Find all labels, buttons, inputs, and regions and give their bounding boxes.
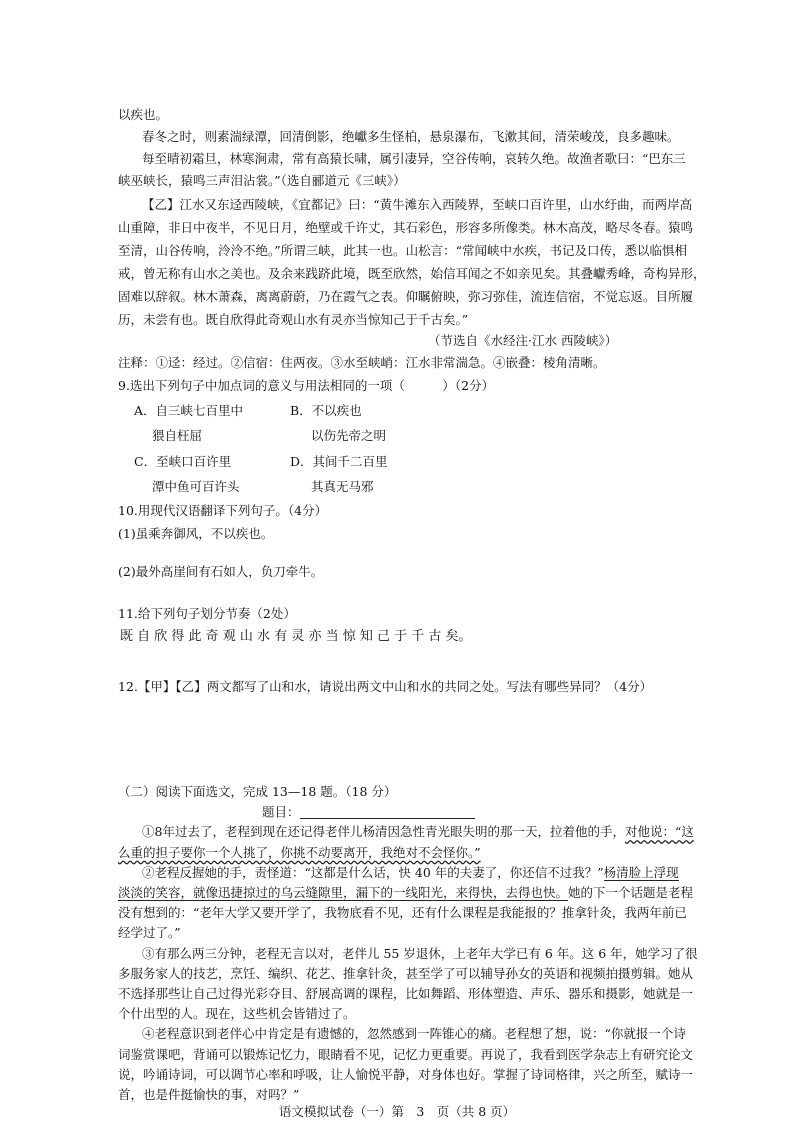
passage-line: 春冬之时，则素湍绿潭，回清倒影，绝巘多生怪柏，悬泉瀑布，飞漱其间，清荣峻茂，良多趣味。 [142, 129, 680, 144]
option-d-line2: 其真无马邪 [311, 479, 374, 494]
section-heading: （二）阅读下面选文，完成 13—18 题。（18 分） [118, 784, 397, 799]
paragraph-line [118, 844, 481, 860]
question-stem: 11.给下列句子划分节奏（2处） [118, 606, 296, 621]
title-blank [300, 806, 475, 819]
wavy-underlined-text: 么重的担子要你一个人挑了，你挑不动要离开，我绝对不会怪你。” [118, 844, 481, 860]
question-stem: 12.【甲】【乙】两文都写了山和水，请说出两文中山和水的共同之处。写法有哪些异同？（4分） [118, 679, 653, 694]
passage-source: （节选自《水经注·江水 西陵峡》） [428, 333, 618, 348]
option-a-line2: 猥自枉屈 [152, 428, 203, 443]
paragraph-line: 不选择那些让自己过得光彩夺目、舒展高调的课程，比如舞蹈、形体塑造、声乐、器乐和摄影，她就是一 [118, 986, 694, 1001]
paragraph-line: 词鉴赏课吧，背诵可以锻炼记忆力，眼睛看不见，记忆力更重要。再说了，我看到医学杂志上有研究论文 [118, 1046, 694, 1062]
question-stem: 10.用现代汉语翻译下列句子。（4分） [118, 503, 328, 518]
paragraph-line: 首，也是件挺愉快的事，对吗？” [118, 1087, 300, 1102]
underlined-text: 淡淡的笑容，就像迅捷掠过的乌云缝隙里，漏下的一线阳光，来得快，去得也快。 [118, 885, 569, 900]
footnotes: 注释：①迳：经过。②信宿：住两夜。③水至峡峭：江水非常湍急。④嵌叠：棱角清晰。 [118, 355, 606, 370]
option-c-line1: C．至峡口百许里 [134, 454, 232, 469]
paragraph-line [142, 864, 679, 880]
paragraph-line: 说，吟诵诗词，可以调节心率和呼吸，让人愉悦平静，对身体也好。掌握了诗词格律，兴之所至，赋诗一 [118, 1066, 694, 1082]
paragraph-line: 没有想到的：“老年大学又要开学了，我物底看不见，还有什么课程是我能报的？推拿针灸，我两年前已 [118, 905, 687, 921]
paragraph-line: 经学过了。” [118, 925, 181, 941]
paragraph-line: ③有那么两三分钟，老程无言以对，老伴儿 55 岁退休，上老年大学已有 6 年。这 6 年，她学习了很 [142, 945, 698, 961]
sub-question: (2)最外高崖间有石如人，负刀牵牛。 [118, 564, 324, 579]
option-c-line2: 潭中鱼可百许头 [152, 479, 240, 494]
option-d-line1: D．其间千二百里 [290, 454, 388, 469]
passage-line: 以疾也。 [118, 107, 169, 122]
paragraph-line [118, 887, 693, 900]
title-line [262, 806, 475, 819]
page-footer: 语文模拟试卷（一）第 3 页（共 8 页） [278, 1104, 516, 1119]
title-label: 题目： [262, 804, 300, 820]
passage-line: 历，未尝有也。既自欣得此奇观山水有灵亦当惊知己于千古矣。” [118, 312, 469, 327]
passage-line: 峡巫峡长，猿鸣三声泪沾裳。”（选自郦道元《三峡》） [118, 173, 406, 188]
paragraph-line: 多服务家人的技艺，烹饪、编织、花艺、推拿针灸，甚至学了可以辅导孙女的英语和视频拍摄剪辑。她从 [118, 965, 694, 981]
passage-line: 山重障，非日中夜半，不见日月，绝壁或千许丈，其石彩色，形容多所像类。林木高茂，略尽冬春。猿鸣 [118, 220, 694, 235]
text: ①8年过去了，老程到现在还记得老伴儿杨清因急性青光眼失明的那一天，拉着他的手， [142, 824, 625, 840]
text: 她的下一个话题是老程 [568, 885, 694, 900]
option-b-line2: 以伤先帝之明 [311, 428, 387, 443]
rhythm-sentence: 既 自 欣 得 此 奇 观 山 水 有 灵 亦 当 惊 知 己 于 千 古 矣。 [120, 629, 472, 644]
passage-line: 每至晴初霜旦，林寒涧肃，常有高猿长啸，属引凄异，空谷传响，哀转久绝。故渔者歌曰：“巴东三 [142, 151, 686, 166]
text: ②老程反握她的手，责怪道：“这都是什么话，快 40 年的夫妻了，你还信不过我？” [142, 864, 604, 880]
option-a-line1: A．自三峡七百里中 [134, 403, 244, 418]
question-stem: 9.选出下列句子中加点词的意义与用法相同的一项（ ）（2分） [118, 378, 495, 393]
passage-line: 固难以辞叙。林木萧森，离离蔚蔚，乃在霞气之表。仰瞩俯映，弥习弥佳，流连信宿，不觉忘返。目所履 [118, 289, 694, 304]
paragraph-line [142, 826, 694, 839]
paragraph-line: 个什出型的人。现在，这些机会皆错过了。 [118, 1006, 356, 1022]
passage-line: 戒，曾无称有山水之美也。及余来践跻此境，既至欣然，始信耳闻之不如亲见矣。其叠巘秀峰，奇构异形， [118, 266, 706, 281]
option-b-line1: B．不以疾也 [290, 403, 362, 418]
passage-line: 【乙】江水又东迳西陵峡，《宜都记》曰：“黄牛滩东入西陵界，至峡口百许里，山水纡曲，而两岸高 [142, 197, 693, 212]
wavy-underlined-text: 对他说：“这 [624, 824, 694, 840]
underlined-text: 杨清脸上浮现 [603, 864, 679, 880]
passage-line: 至清，山谷传响，泠泠不绝。”所谓三峡，此其一也。山松言：“常闻峡中水疾，书记及口传，悉以临惧相 [118, 243, 688, 258]
sub-question: (1)虽乘奔御风，不以疾也。 [118, 526, 274, 541]
paragraph-line: ④老程意识到老伴心中肯定是有遗憾的，忽然感到一阵锥心的痛。老程想了想，说：“你就报一个诗 [142, 1026, 686, 1042]
